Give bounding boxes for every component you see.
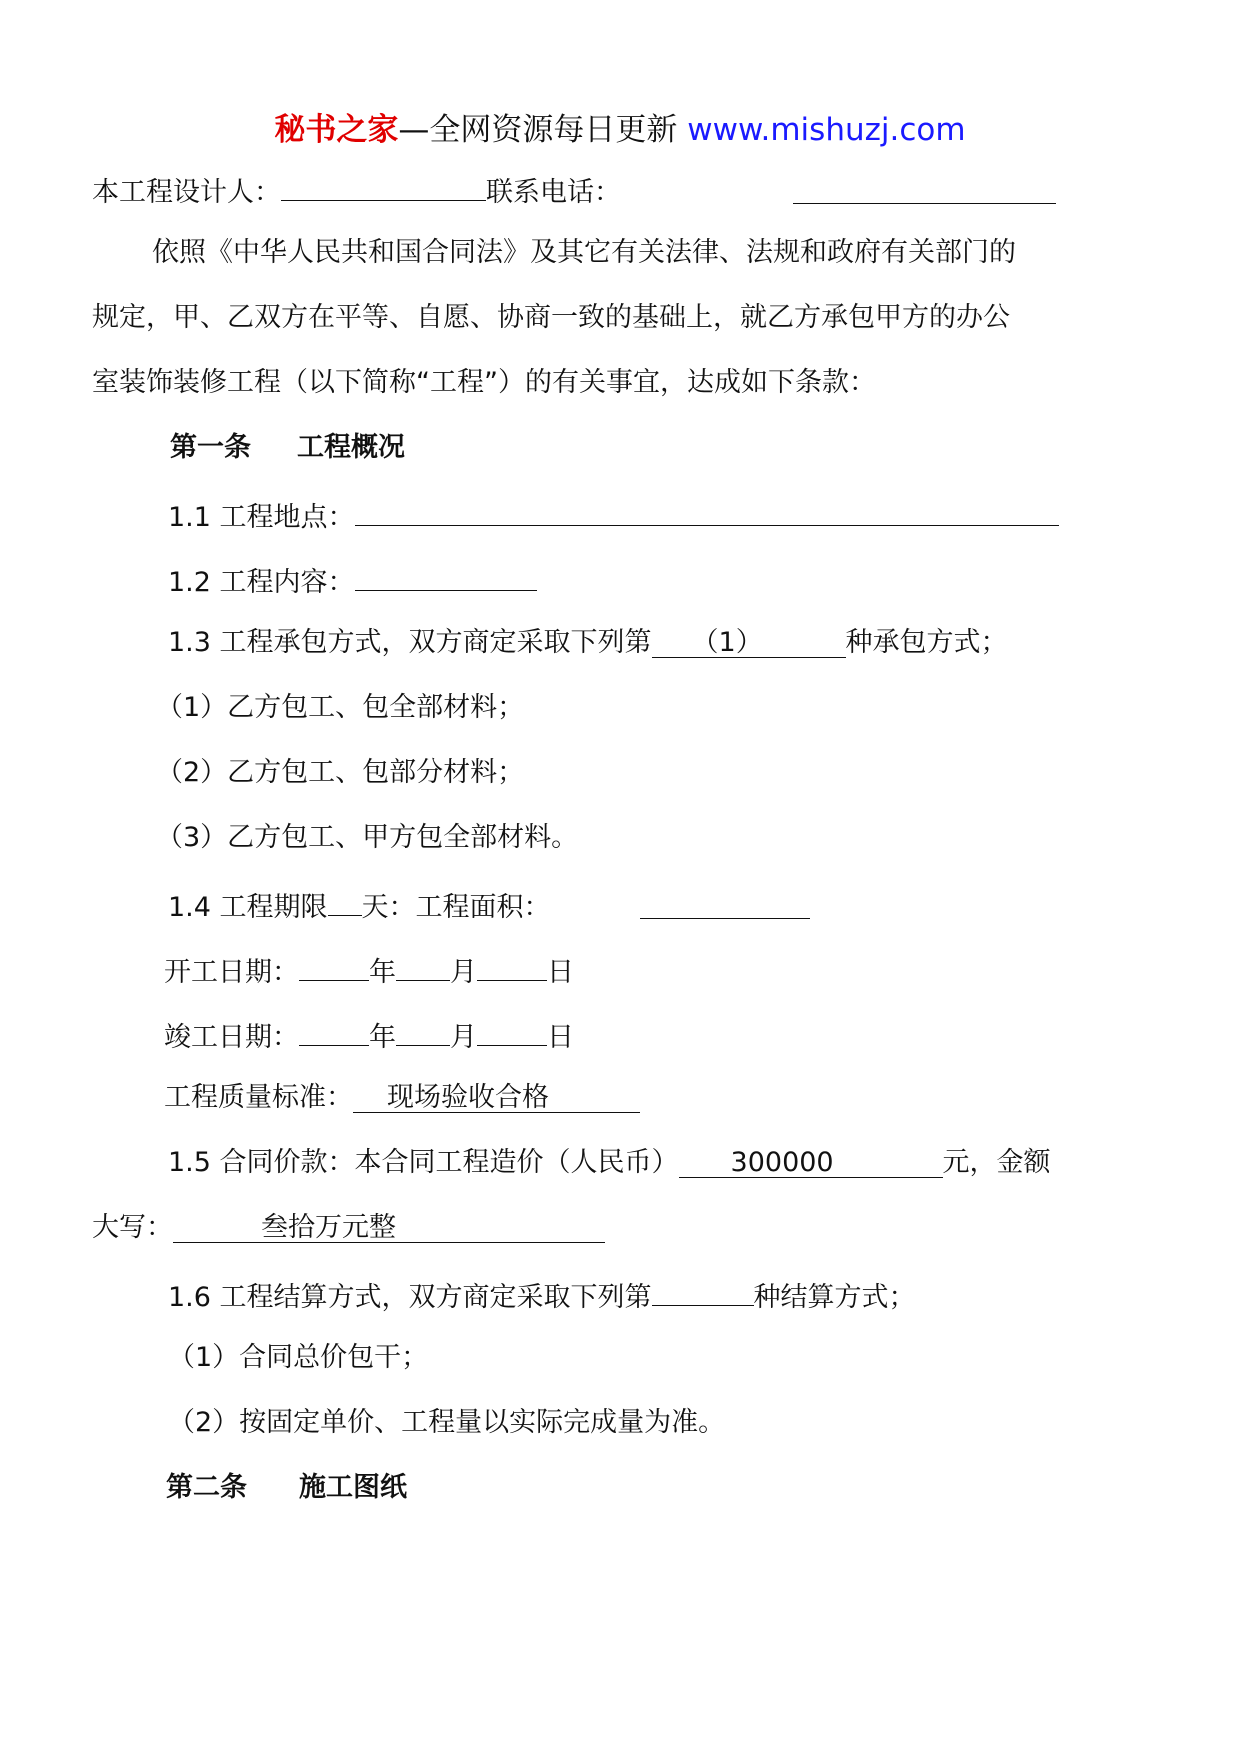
end-day-label: 日	[547, 1022, 574, 1053]
item-1-3-label: 1.3 工程承包方式，双方商定采取下列第	[168, 627, 652, 658]
start-year-label: 年	[369, 957, 396, 988]
amount-words-field	[173, 1210, 605, 1243]
designer-line	[92, 170, 621, 211]
article-1-title: 工程概况	[297, 432, 405, 463]
quality-label: 工程质量标准：	[164, 1082, 353, 1113]
item-1-2	[168, 560, 537, 601]
start-day-blank	[477, 950, 547, 981]
item-1-2-blank	[355, 560, 537, 591]
option-1-6-2: （2）按固定单价、工程量以实际完成量为准。	[168, 1407, 726, 1438]
item-1-3	[168, 625, 1008, 661]
article-1-number: 第一条	[170, 432, 251, 463]
item-1-5-label: 1.5 合同价款：本合同工程造价（人民币）	[168, 1147, 679, 1178]
intro-line-2: 规定，甲、乙双方在平等、自愿、协商一致的基础上，就乙方承包甲方的办公	[92, 302, 1010, 333]
option-1-3-2: （2）乙方包工、包部分材料；	[156, 757, 525, 788]
start-month-blank	[396, 950, 450, 981]
option-1-3-3: （3）乙方包工、甲方包全部材料。	[156, 822, 579, 853]
quality-value: 现场验收合格	[387, 1082, 549, 1113]
option-1-6-1: （1）合同总价包干；	[168, 1342, 429, 1373]
area-blank	[640, 888, 810, 919]
end-year-blank	[299, 1015, 369, 1046]
item-1-5	[168, 1145, 1051, 1181]
item-1-6-blank	[652, 1275, 754, 1306]
phone-label: 联系电话：	[486, 177, 621, 208]
start-date-label: 开工日期：	[164, 957, 299, 988]
header-tagline: —全网资源每日更新	[398, 112, 688, 148]
days-blank	[328, 885, 362, 916]
amount-words-line	[92, 1210, 605, 1246]
designer-label: 本工程设计人：	[92, 177, 281, 208]
end-date-line	[164, 1015, 574, 1056]
quality-line	[164, 1080, 640, 1116]
quality-field	[353, 1080, 640, 1113]
article-2-heading	[166, 1470, 407, 1506]
header-url[interactable]: www.mishuzj.com	[687, 112, 966, 148]
item-1-4-days-suffix: 天：工程面积：	[361, 892, 551, 923]
end-month-blank	[396, 1015, 450, 1046]
article-2-number: 第二条	[166, 1472, 247, 1503]
item-1-6-label: 1.6 工程结算方式，双方商定采取下列第	[168, 1282, 652, 1313]
start-day-label: 日	[547, 957, 574, 988]
item-1-1-blank	[355, 495, 1059, 526]
item-1-6	[168, 1275, 916, 1316]
item-1-5-suffix: 元，金额	[942, 1147, 1051, 1178]
end-month-label: 月	[450, 1022, 477, 1053]
end-date-label: 竣工日期：	[164, 1022, 299, 1053]
phone-blank	[793, 173, 1056, 204]
start-month-label: 月	[450, 957, 477, 988]
article-1-heading	[170, 430, 405, 466]
start-year-blank	[299, 950, 369, 981]
end-year-label: 年	[369, 1022, 396, 1053]
article-2-title: 施工图纸	[299, 1472, 407, 1503]
start-date-line	[164, 950, 574, 991]
intro-line-3: 室装饰装修工程（以下简称“工程”）的有关事宜，达成如下条款：	[92, 367, 876, 398]
item-1-3-value: （1）	[691, 627, 763, 658]
amount-words-label: 大写：	[92, 1212, 173, 1243]
price-field	[679, 1145, 943, 1178]
price-value: 300000	[730, 1147, 834, 1178]
item-1-6-suffix: 种结算方式；	[753, 1282, 916, 1313]
designer-blank	[281, 170, 486, 201]
item-1-3-field	[652, 625, 846, 658]
brand-name: 秘书之家	[274, 112, 399, 148]
end-day-blank	[477, 1015, 547, 1046]
amount-words-value: 叁拾万元整	[261, 1212, 396, 1243]
page-header	[0, 104, 1240, 149]
item-1-2-label: 1.2 工程内容：	[168, 567, 355, 598]
intro-line-1: 依照《中华人民共和国合同法》及其它有关法律、法规和政府有关部门的	[152, 237, 1016, 268]
item-1-1	[168, 495, 1059, 536]
item-1-4-label: 1.4 工程期限	[168, 892, 328, 923]
option-1-3-1: （1）乙方包工、包全部材料；	[156, 692, 525, 723]
item-1-3-suffix: 种承包方式；	[845, 627, 1008, 658]
item-1-1-label: 1.1 工程地点：	[168, 502, 355, 533]
item-1-4	[168, 885, 551, 926]
